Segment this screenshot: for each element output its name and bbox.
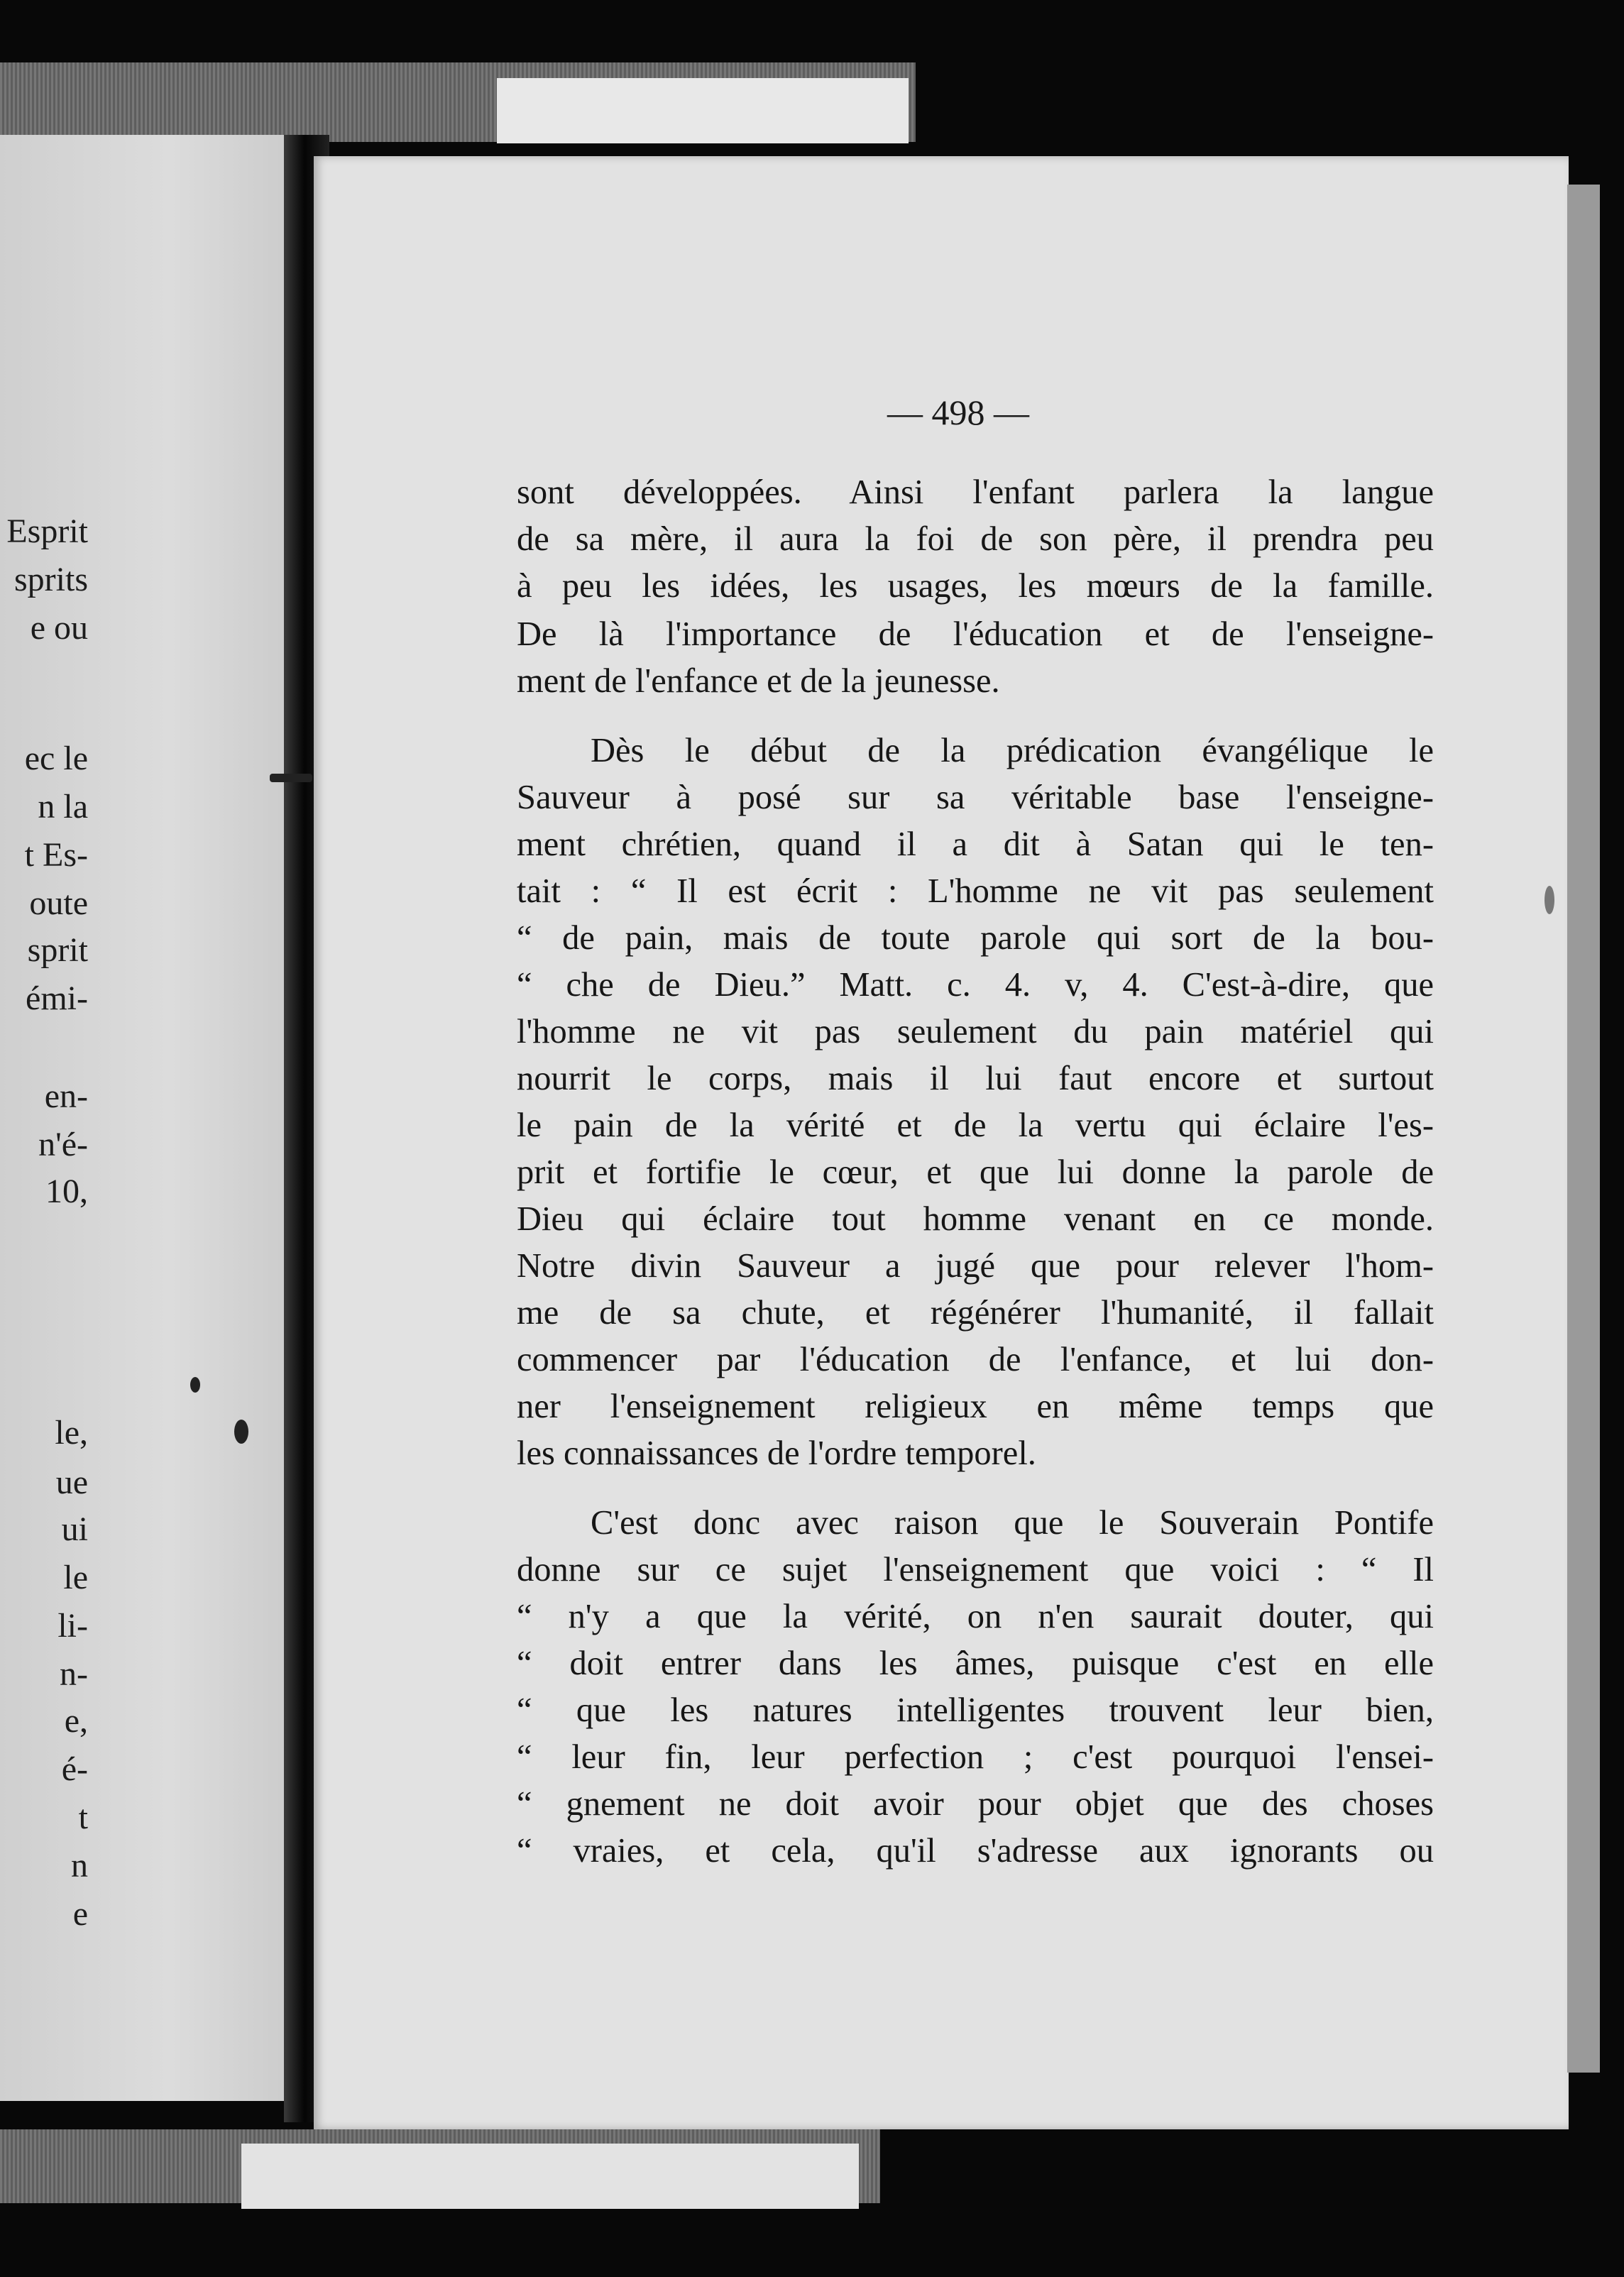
left-fragment: n la: [38, 788, 88, 825]
left-fragment: ui: [61, 1510, 88, 1548]
text-line: C'est donc avec raison que le Souverain Pontife: [591, 1504, 1434, 1542]
text-line: ner l'enseignement religieux en même temps que: [517, 1388, 1434, 1425]
text-line: “ doit entrer dans les âmes, puisque c'est en elle: [517, 1645, 1434, 1682]
text-line: ment chrétien, quand il a dit à Satan qui le ten-: [517, 825, 1434, 863]
text-line: Dès le début de la prédication évangélique le: [591, 732, 1434, 769]
left-fragment: n'é-: [38, 1126, 88, 1163]
text-line: me de sa chute, et régénérer l'humanité, il fallait: [517, 1294, 1434, 1332]
text-line: de sa mère, il aura la foi de son père, il prendra peu: [517, 520, 1434, 558]
text-line: “ gnement ne doit avoir pour objet que des choses: [517, 1785, 1434, 1823]
left-fragment: e ou: [30, 609, 88, 647]
text-line: “ che de Dieu.” Matt. c. 4. v, 4. C'est-à-dire, que: [517, 966, 1434, 1004]
text-line: “ n'y a que la vérité, on n'en saurait douter, qui: [517, 1598, 1434, 1635]
scan-speck: [1545, 886, 1554, 914]
bottom-binding-label: [241, 2144, 859, 2209]
text-line: l'homme ne vit pas seulement du pain matériel qui: [517, 1013, 1434, 1050]
scan-speck: [190, 1377, 200, 1393]
text-line: De là l'importance de l'éducation et de l'enseigne-: [517, 615, 1434, 653]
text-line: les connaissances de l'ordre temporel.: [517, 1434, 1036, 1472]
text-line: le pain de la vérité et de la vertu qui éclaire l'es-: [517, 1107, 1434, 1144]
paragraph-1: [517, 467, 1434, 723]
left-fragment: sprits: [13, 561, 88, 598]
text-line: à peu les idées, les usages, les mœurs de la famille.: [517, 567, 1434, 605]
text-line: nourrit le corps, mais il lui faut encore et surtout: [517, 1060, 1434, 1097]
text-line: Notre divin Sauveur a jugé que pour relever l'hom-: [517, 1247, 1434, 1285]
right-page-edge: [1567, 185, 1600, 2073]
left-fragment: le,: [55, 1414, 88, 1452]
text-line: commencer par l'éducation de l'enfance, et lui don-: [517, 1341, 1434, 1378]
left-fragment: ue: [55, 1464, 88, 1501]
left-fragment: 10,: [45, 1173, 88, 1210]
left-fragment: n-: [60, 1655, 88, 1693]
left-fragment: sprit: [27, 931, 88, 969]
left-fragment: émi-: [26, 980, 88, 1017]
text-line: donne sur ce sujet l'enseignement que voici : “ Il: [517, 1551, 1434, 1589]
page-number: — 498 —: [887, 393, 1029, 432]
thread-mark: [270, 774, 312, 782]
text-line: “ que les natures intelligentes trouvent leur bien,: [517, 1691, 1434, 1729]
paragraph-3: [517, 1498, 1434, 1909]
text-line: prit et fortifie le cœur, et que lui donne la parole de: [517, 1153, 1434, 1191]
text-line: sont développées. Ainsi l'enfant parlera la langue: [517, 473, 1434, 511]
left-fragment: Esprit: [6, 515, 88, 550]
left-page: [0, 135, 309, 2101]
left-fragment: oute: [29, 884, 88, 922]
scan-speck: [234, 1420, 248, 1444]
text-line: “ leur fin, leur perfection ; c'est pourquoi l'ensei-: [517, 1738, 1434, 1776]
text-line: tait : “ Il est écrit : L'homme ne vit pas seulement: [517, 872, 1434, 910]
left-fragment: n: [71, 1847, 88, 1884]
text-line: Sauveur à posé sur sa véritable base l'enseigne-: [517, 779, 1434, 816]
left-fragment: li-: [57, 1607, 88, 1645]
text-line: ment de l'enfance et de la jeunesse.: [517, 662, 1000, 700]
left-fragment: en-: [44, 1077, 88, 1115]
top-binding-label: [497, 78, 909, 143]
text-line: “ vraies, et cela, qu'il s'adresse aux ignorants ou: [517, 1832, 1434, 1870]
paragraph-2: [517, 725, 1434, 1492]
text-line: “ de pain, mais de toute parole qui sort de la bou-: [517, 919, 1434, 957]
left-fragment: é-: [61, 1750, 88, 1788]
left-fragment: t: [78, 1799, 88, 1836]
left-page-text-fragments: [0, 515, 97, 2005]
left-fragment: le: [63, 1559, 88, 1596]
left-fragment: e: [72, 1895, 88, 1933]
text-line: Dieu qui éclaire tout homme venant en ce monde.: [517, 1200, 1434, 1238]
left-fragment: t Es-: [24, 836, 88, 874]
left-fragment: ec le: [24, 740, 88, 777]
left-fragment: e,: [64, 1702, 88, 1740]
